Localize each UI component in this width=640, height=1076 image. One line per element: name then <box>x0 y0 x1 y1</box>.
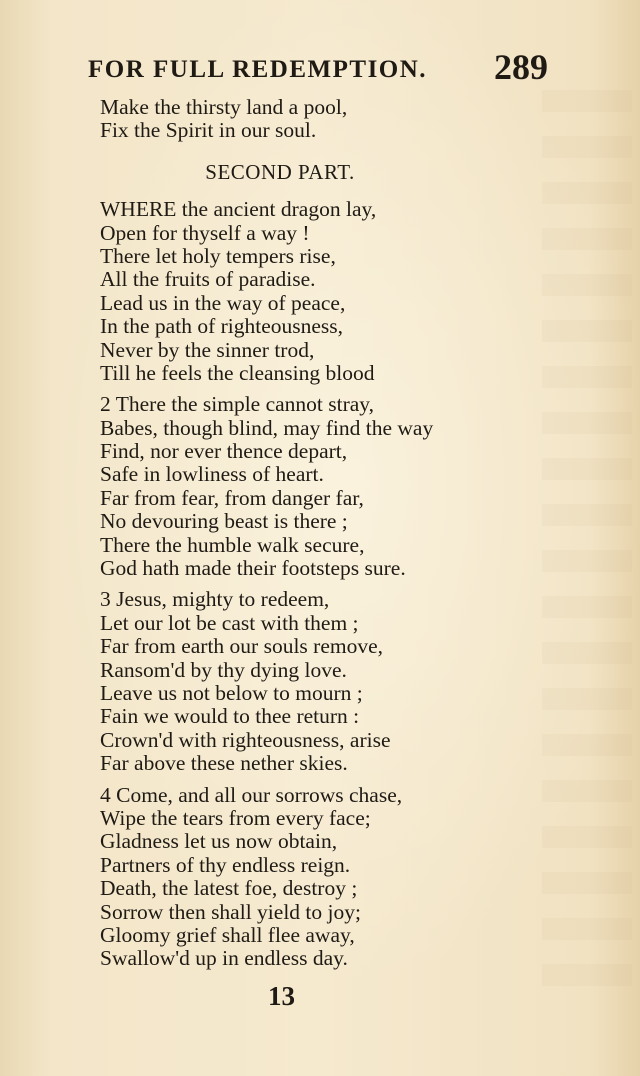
verse-line: 4 Come, and all our sorrows chase, <box>100 782 403 807</box>
verse-line: Never by the sinner trod, <box>100 337 315 362</box>
page-number: 289 <box>494 47 548 87</box>
verse-line: Far above these nether skies. <box>100 751 348 776</box>
verse-line: 3 Jesus, mighty to redeem, <box>100 587 330 612</box>
verse-line: Ransom'd by thy dying love. <box>100 657 347 682</box>
verse-line: Far from earth our souls remove, <box>100 634 384 659</box>
signature-mark: 13 <box>268 981 295 1011</box>
verse-line: 2 There the simple cannot stray, <box>100 392 375 417</box>
verse-line: Safe in lowliness of heart. <box>100 462 324 487</box>
stanza-4 <box>100 784 620 971</box>
verse-line: Gloomy grief shall flee away, <box>100 922 355 947</box>
verse-line: There let holy tempers rise, <box>100 243 336 268</box>
verse-line: Swallow'd up in endless day. <box>100 946 348 971</box>
page-header <box>88 46 548 90</box>
verse-line: In the path of righteousness, <box>100 314 344 339</box>
verse-line: Babes, though blind, may find the way <box>100 415 434 440</box>
verse-line: Open for thyself a way ! <box>100 220 310 245</box>
verse-line: Lead us in the way of peace, <box>100 290 346 315</box>
stanza-2 <box>100 393 620 580</box>
section-title: SECOND PART. <box>205 159 355 184</box>
verse-line: God hath made their footsteps sure. <box>100 556 406 581</box>
verse-line: Crown'd with righteousness, arise <box>100 727 391 752</box>
verse-line: Partners of thy endless reign. <box>100 852 351 877</box>
verse-line: Far from fear, from danger far, <box>100 485 364 510</box>
stanza-3 <box>100 588 620 775</box>
verse-line: Find, nor ever thence depart, <box>100 439 348 464</box>
verse-line: Wipe the tears from every face; <box>100 805 371 830</box>
verse-line: Make the thirsty land a pool, <box>100 95 348 119</box>
verse-line: Fain we would to thee return : <box>100 704 360 729</box>
verse-line: Death, the latest foe, destroy ; <box>100 876 358 901</box>
verse-line: No devouring beast is there ; <box>100 509 348 534</box>
verse-line: Gladness let us now obtain, <box>100 829 338 854</box>
verse-line: Till he feels the cleansing blood <box>100 360 375 385</box>
hymn-text <box>100 96 620 979</box>
running-head: FOR FULL REDEMPTION. <box>88 56 428 83</box>
verse-line: There the humble walk secure, <box>100 532 365 557</box>
verse-line: Sorrow then shall yield to joy; <box>100 899 361 924</box>
verse-line: Let our lot be cast with them ; <box>100 610 359 635</box>
stanza-1 <box>100 198 620 385</box>
verse-line: Leave us not below to mourn ; <box>100 681 363 705</box>
verse-line: All the fruits of paradise. <box>100 267 316 292</box>
verse-line: Fix the Spirit in our soul. <box>100 118 317 143</box>
verse-line: WHERE the ancient dragon lay, <box>100 197 377 222</box>
opening-lines <box>100 96 620 143</box>
